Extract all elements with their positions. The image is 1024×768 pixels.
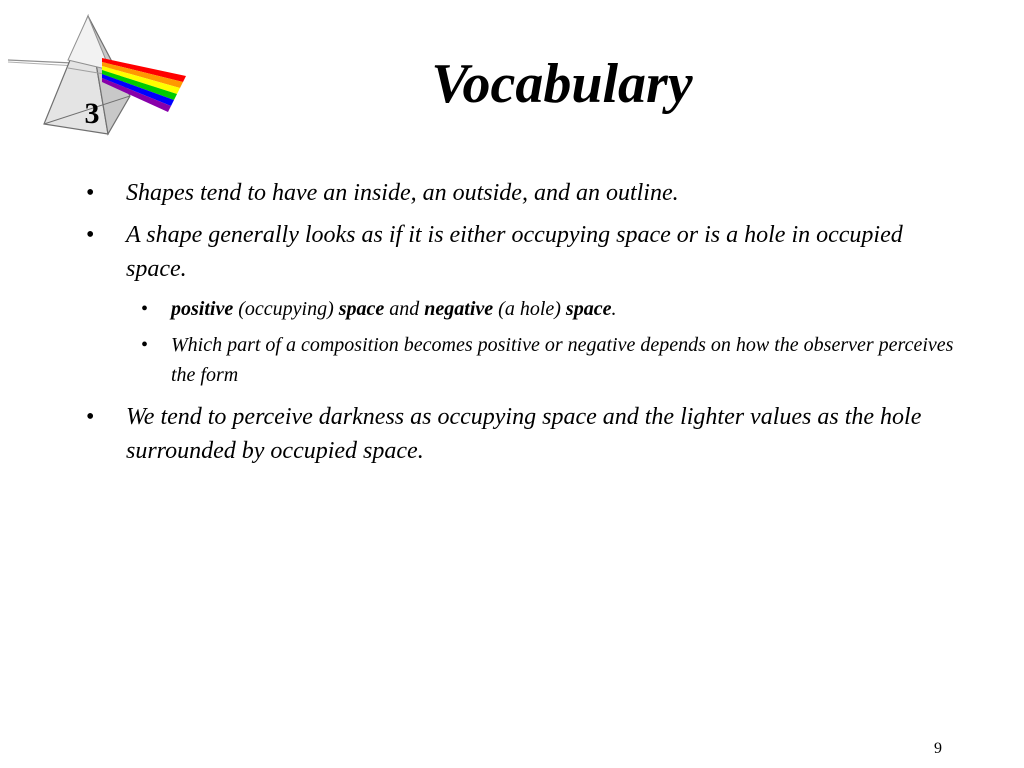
bullet-marker: • bbox=[86, 404, 95, 430]
paren-occupying: (occupying) bbox=[233, 298, 339, 320]
term-space: space bbox=[565, 298, 612, 320]
bullet-text: A shape generally looks as if it is either occupying space or is a hole in occupied space. bbox=[126, 222, 903, 282]
bullet-item bbox=[86, 218, 956, 286]
bullet-marker: • bbox=[86, 180, 95, 206]
page-number: 9 bbox=[934, 740, 942, 757]
slide-title: Vocabulary bbox=[431, 53, 693, 115]
sub-bullet-text bbox=[171, 298, 616, 320]
term-positive: positive bbox=[171, 298, 234, 320]
bullet-text: Shapes tend to have an inside, an outside, and an outline. bbox=[126, 180, 679, 206]
bullet-item bbox=[86, 400, 956, 468]
bullet-item bbox=[86, 176, 956, 210]
paren-hole: (a hole) bbox=[493, 298, 566, 320]
term-space: space bbox=[338, 298, 385, 320]
sub-bullet-item bbox=[86, 294, 956, 324]
bullet-text: We tend to perceive darkness as occupying space and the lighter values as the hole surrounded by occupied space. bbox=[126, 404, 922, 464]
sub-bullet-marker: • bbox=[141, 298, 149, 320]
slide-body bbox=[86, 176, 956, 476]
bullet-marker: • bbox=[86, 222, 95, 248]
chapter-number: 3 bbox=[84, 97, 100, 130]
sub-bullet-marker: • bbox=[141, 334, 149, 356]
period: . bbox=[611, 298, 617, 320]
term-negative: negative bbox=[424, 298, 494, 320]
and-text: and bbox=[384, 298, 425, 320]
sub-bullet-text: Which part of a composition becomes positive or negative depends on how the observer perceives the form bbox=[171, 334, 954, 386]
sub-bullet-item bbox=[86, 330, 956, 390]
